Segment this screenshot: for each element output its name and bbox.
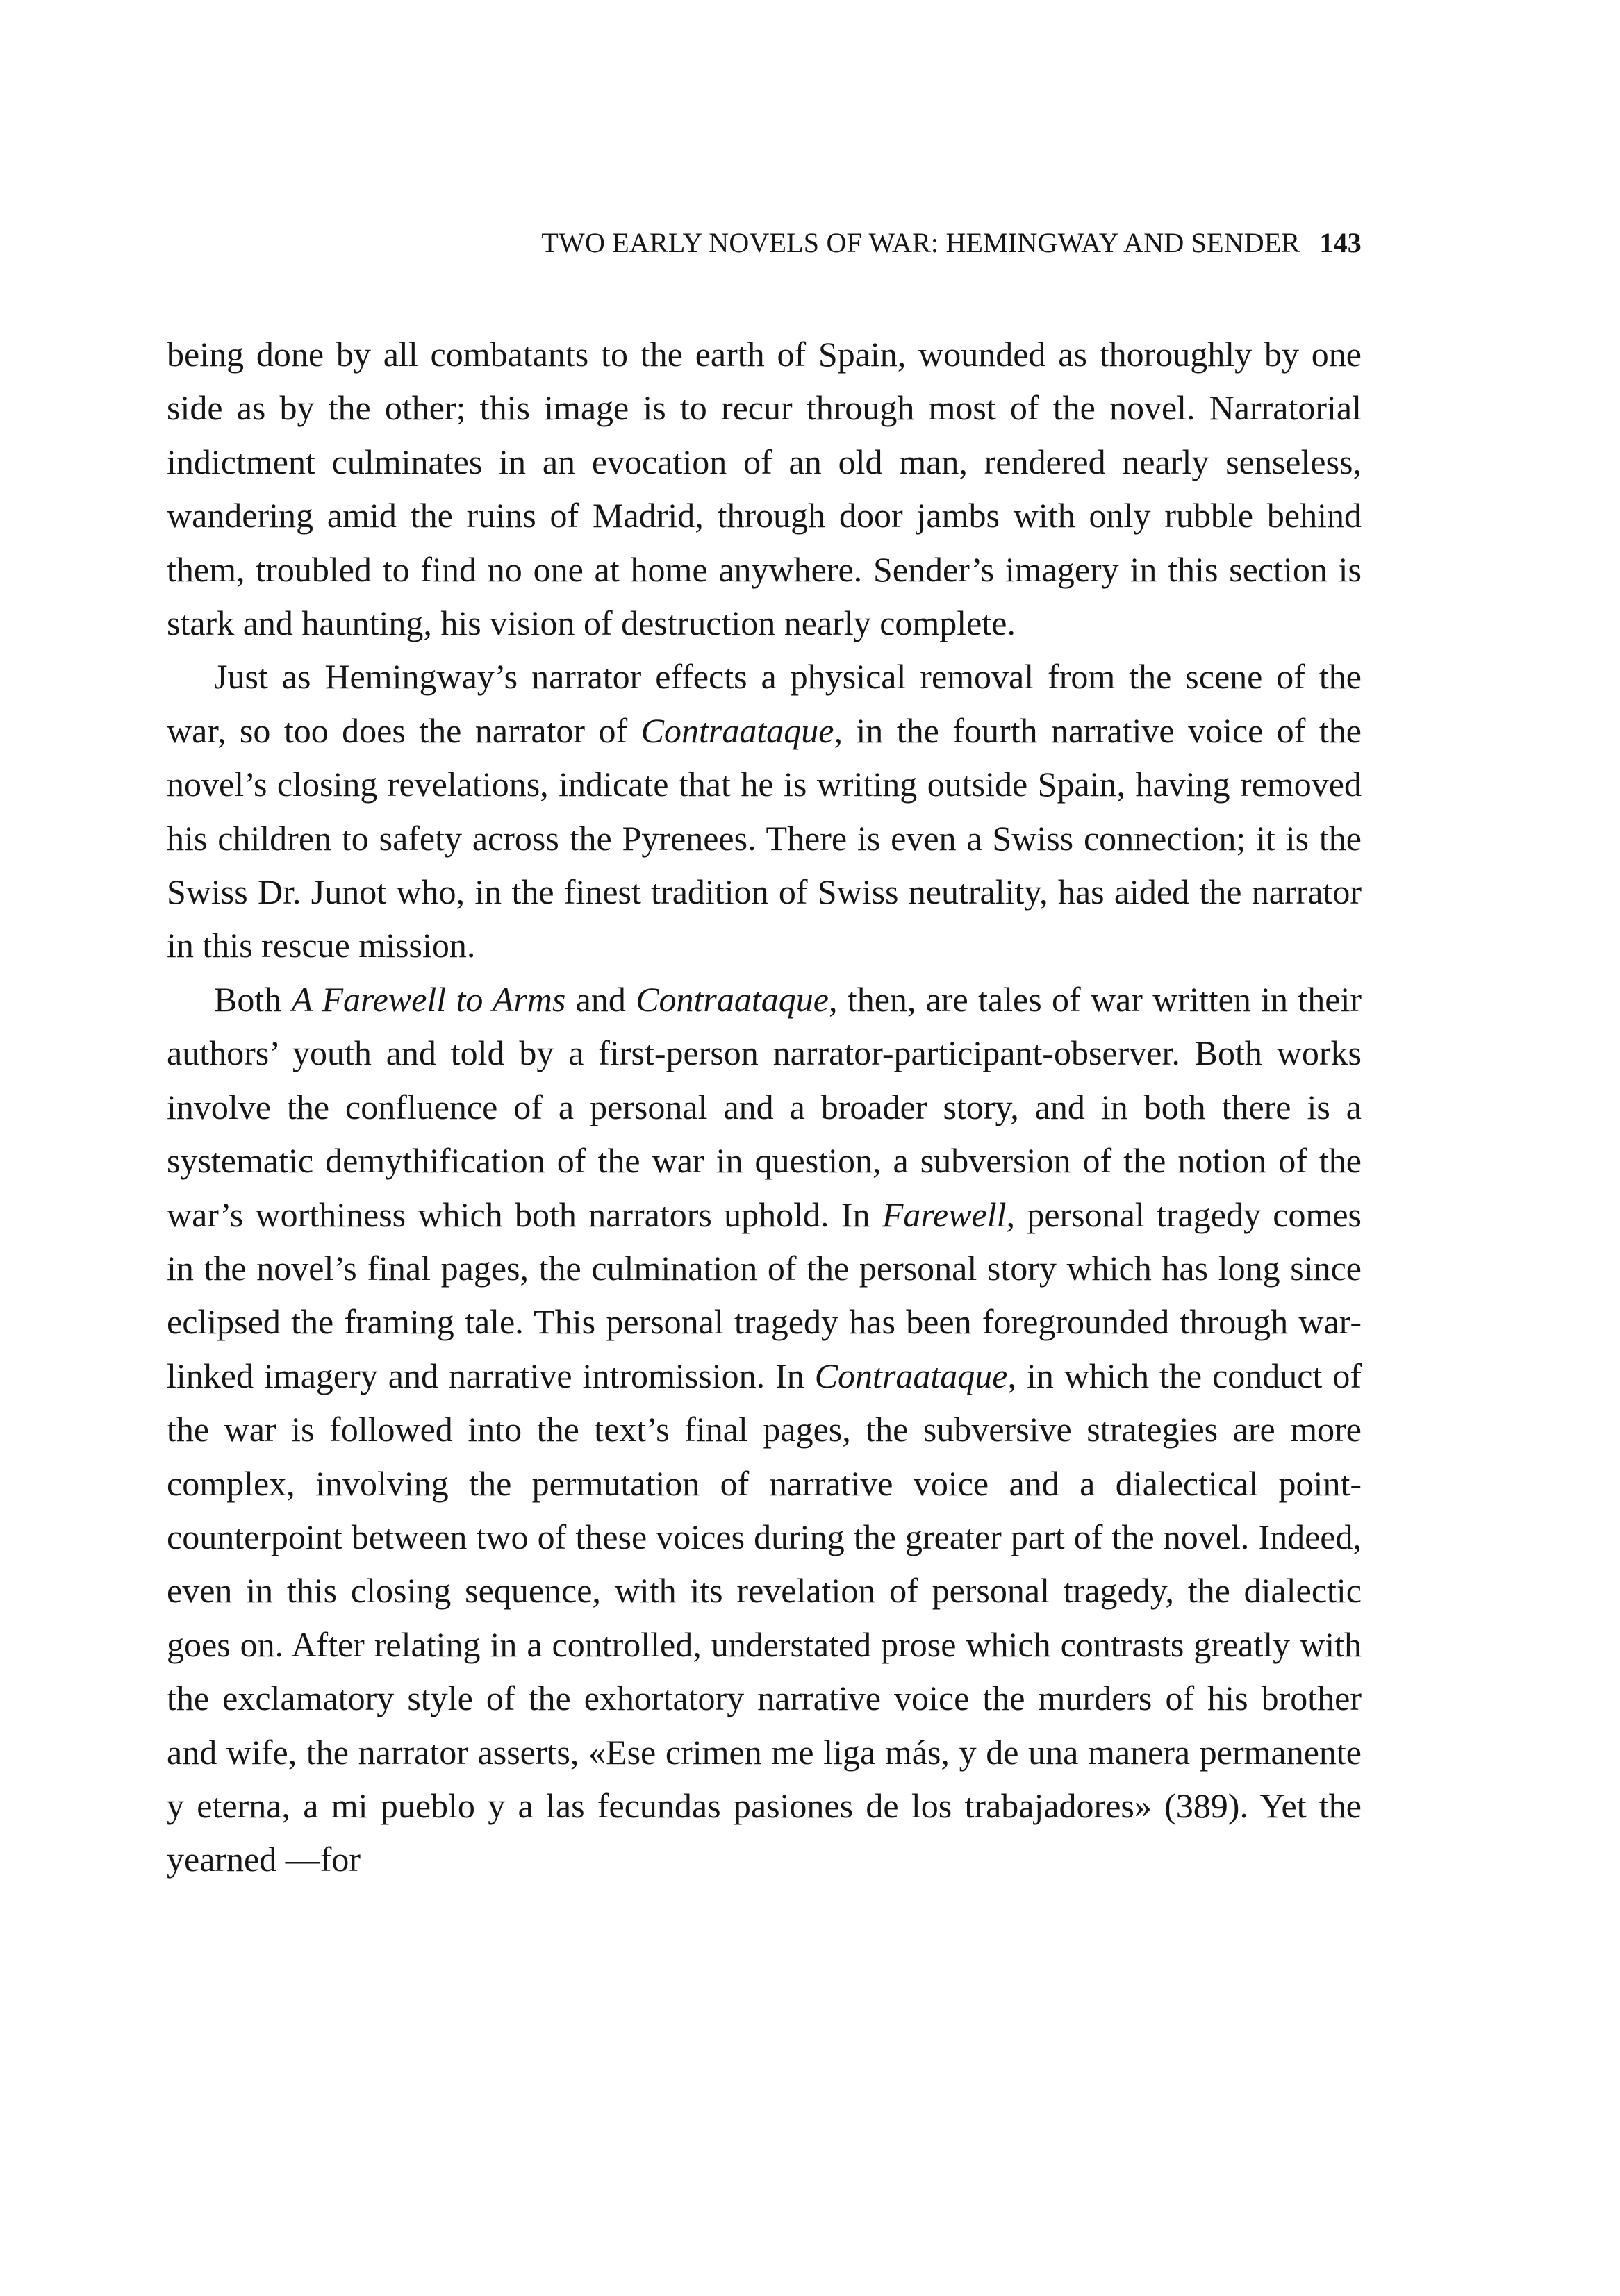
page-number: 143: [1319, 227, 1362, 258]
body-text: [167, 328, 1362, 1887]
running-head: [167, 224, 1362, 263]
running-title: TWO EARLY NOVELS OF WAR: HEMINGWAY AND SENDER: [541, 227, 1300, 258]
paragraph-3: Both A Farewell to Arms and Contraataque, then, are tales of war written in their authors’ youth and told by a first-person narrator-participant-observer. Both works involve the confluence of a personal and a broader story, and in both there is a systematic demythification of the war in question, a subversion of the notion of the war’s worthiness which both narrators uphold. In Farewell, personal tragedy comes in the novel’s final pages, the culmination of the personal story which has long since eclipsed the framing tale. This personal tragedy has been foregrounded through war-linked imagery and narrative intromission. In Contraataque, in which the conduct of the war is followed into the text’s final pages, the subversive strategies are more complex, involving the permutation of narrative voice and a dialectical point-counterpoint between two of these voices during the greater part of the novel. Indeed, even in this closing sequence, with its revelation of personal tragedy, the dialectic goes on. After relating in a controlled, understated prose which contrasts greatly with the exclamatory style of the exhortatory narrative voice the murders of his brother and wife, the narrator asserts, «Ese crimen me liga más, y de una manera permanente y eterna, a mi pueblo y a las fecundas pasiones de los trabajadores» (389). Yet the yearned —for: [167, 979, 1362, 1879]
paragraph-1: being done by all combatants to the earth of Spain, wounded as thoroughly by one side as by the other; this image is to recur through most of the novel. Narratorial indictment culminates in an evocation of an old man, rendered nearly senseless, wandering amid the ruins of Madrid, through door jambs with only rubble behind them, troubled to find no one at home anywhere. Sender’s imagery in this section is stark and haunting, his vision of destruction nearly complete.: [167, 335, 1362, 643]
paragraph-2: Just as Hemingway’s narrator effects a physical removal from the scene of the war, so too does the narrator of Contraataque, in the fourth narrative voice of the novel’s closing revelations, indicate that he is writing outside Spain, having removed his children to safety across the Pyrenees. There is even a Swiss connection; it is the Swiss Dr. Junot who, in the finest tradition of Swiss neutrality, has aided the narrator in this rescue mission.: [167, 657, 1362, 965]
